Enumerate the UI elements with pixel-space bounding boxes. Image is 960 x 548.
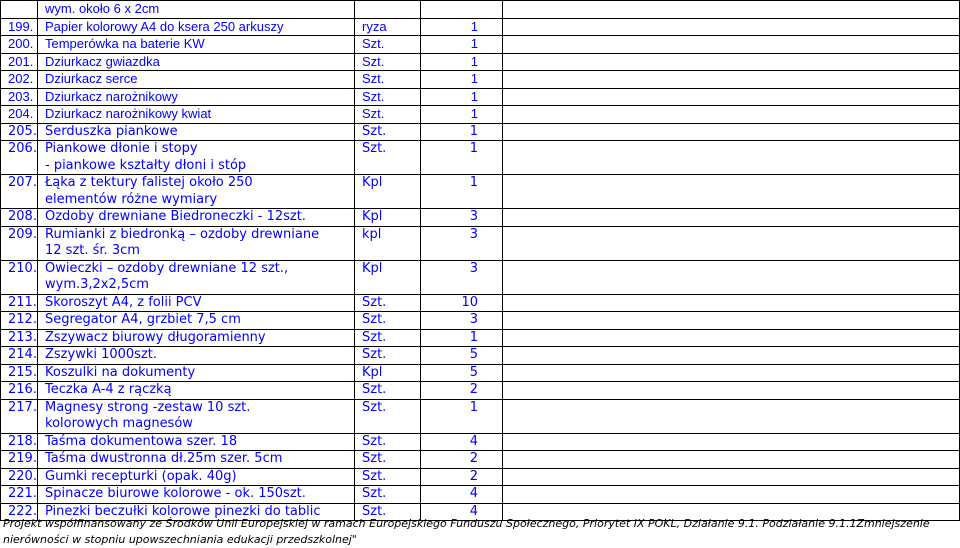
item-notes: [503, 260, 960, 294]
item-number: 200.: [1, 36, 38, 54]
footer-line-1: Projekt współfinansowany ze Środków Unii Europejskiej w ramach Europejskiego Funduszu Społecznego, Priorytet IX POKL, Działanie 9.1. Podziałanie 9.1.1Zmniejszenie: [3, 517, 930, 530]
item-description: [38, 1, 355, 19]
item-notes: [503, 451, 960, 469]
item-description: [38, 260, 355, 294]
item-quantity: 4: [421, 486, 503, 504]
item-quantity: 1: [421, 141, 503, 175]
table-row: [1, 18, 960, 36]
table-row: [1, 71, 960, 89]
item-number: [1, 1, 38, 19]
item-number: 204.: [1, 106, 38, 124]
item-description: [38, 71, 355, 89]
item-quantity: 3: [421, 226, 503, 260]
table-row: [1, 382, 960, 400]
item-number: 216.: [1, 382, 38, 400]
item-number: 202.: [1, 71, 38, 89]
item-number: 221.: [1, 486, 38, 504]
item-description-line: wym.3,2x2,5cm: [45, 277, 149, 292]
item-description: [38, 88, 355, 106]
item-notes: [503, 329, 960, 347]
item-number: 215.: [1, 364, 38, 382]
item-description: [38, 468, 355, 486]
item-description-line: Dziurkacz gwiazdka: [45, 53, 160, 69]
item-notes: [503, 486, 960, 504]
item-number: 203.: [1, 88, 38, 106]
item-description-line: Taśma dwustronna dł.25m szer. 5cm: [45, 451, 283, 466]
item-number: 209.: [1, 226, 38, 260]
item-description-line: Ozdoby drewniane Biedroneczki - 12szt.: [45, 209, 306, 224]
table-row: [1, 141, 960, 175]
item-description: [38, 123, 355, 141]
item-description: [38, 382, 355, 400]
item-quantity: [421, 1, 503, 19]
item-notes: [503, 175, 960, 209]
item-number: 210.: [1, 260, 38, 294]
table-row: [1, 347, 960, 365]
item-unit: Szt.: [355, 88, 421, 106]
item-quantity: 1: [421, 175, 503, 209]
table-row: [1, 294, 960, 312]
item-unit: Kpl: [355, 175, 421, 209]
item-description-line: Serduszka piankowe: [45, 123, 178, 139]
table-row: [1, 312, 960, 330]
item-description: [38, 486, 355, 504]
item-description-line: Zszywacz biurowy długoramienny: [45, 329, 266, 345]
table-row: [1, 1, 960, 19]
item-unit: Szt.: [355, 312, 421, 330]
table-row: [1, 88, 960, 106]
item-notes: [503, 88, 960, 106]
item-description: [38, 433, 355, 451]
item-description-line: Pinezki beczułki kolorowe pinezki do tablic: [45, 503, 321, 519]
item-notes: [503, 364, 960, 382]
table-row: [1, 175, 960, 209]
item-unit: Szt.: [355, 53, 421, 71]
item-quantity: 1: [421, 123, 503, 141]
item-quantity: 1: [421, 18, 503, 36]
item-unit: Szt.: [355, 451, 421, 469]
item-quantity: 1: [421, 71, 503, 89]
item-number: 201.: [1, 53, 38, 71]
item-number: 205.: [1, 123, 38, 141]
item-description-line: Spinacze biurowe kolorowe - ok. 150szt.: [45, 486, 306, 501]
item-description-line: Dziurkacz narożnikowy: [45, 88, 178, 104]
item-number: 220.: [1, 468, 38, 486]
item-notes: [503, 106, 960, 124]
item-description-line: Piankowe dłonie i stopy: [45, 141, 198, 156]
item-description-line: Teczka A-4 z rączką: [45, 382, 172, 397]
item-number: 206.: [1, 141, 38, 175]
item-unit: Szt.: [355, 141, 421, 175]
order-items-body: [1, 1, 960, 521]
item-unit: Szt.: [355, 36, 421, 54]
item-description: [38, 347, 355, 365]
item-description-line: elementów różne wymiary: [45, 191, 218, 207]
item-unit: Szt.: [355, 329, 421, 347]
item-description-line: Rumianki z biedronką – ozdoby drewniane: [45, 226, 320, 242]
item-quantity: 1: [421, 329, 503, 347]
table-row: [1, 209, 960, 227]
item-notes: [503, 382, 960, 400]
item-unit: Szt.: [355, 486, 421, 504]
item-description: [38, 175, 355, 209]
table-row: [1, 433, 960, 451]
item-quantity: 2: [421, 451, 503, 469]
item-description-line: Taśma dokumentowa szer. 18: [45, 433, 238, 449]
item-unit: Szt.: [355, 347, 421, 365]
item-quantity: 3: [421, 209, 503, 227]
table-row: [1, 329, 960, 347]
table-row: [1, 226, 960, 260]
item-quantity: 5: [421, 364, 503, 382]
item-quantity: 1: [421, 88, 503, 106]
item-description: [38, 106, 355, 124]
table-row: [1, 36, 960, 54]
item-description-line: Dziurkacz serce: [45, 71, 138, 86]
item-number: 208.: [1, 209, 38, 227]
table-row: [1, 53, 960, 71]
item-notes: [503, 468, 960, 486]
item-quantity: 3: [421, 260, 503, 294]
item-notes: [503, 123, 960, 141]
item-description-line: Zszywki 1000szt.: [45, 347, 158, 362]
item-unit: Szt.: [355, 71, 421, 89]
item-number: 219.: [1, 451, 38, 469]
item-unit: Kpl: [355, 260, 421, 294]
item-notes: [503, 433, 960, 451]
item-unit: Kpl: [355, 364, 421, 382]
item-quantity: 2: [421, 468, 503, 486]
item-notes: [503, 399, 960, 433]
item-number: 211.: [1, 294, 38, 312]
item-unit: [355, 1, 421, 19]
item-notes: [503, 71, 960, 89]
item-notes: [503, 347, 960, 365]
item-description-line: Magnesy strong -zestaw 10 szt.: [45, 399, 251, 415]
item-number: 222.: [1, 503, 38, 521]
item-number: 218.: [1, 433, 38, 451]
item-description: [38, 294, 355, 312]
item-number: 213.: [1, 329, 38, 347]
item-quantity: 1: [421, 36, 503, 54]
item-number: 207.: [1, 175, 38, 209]
item-notes: [503, 312, 960, 330]
item-notes: [503, 53, 960, 71]
item-unit: Kpl: [355, 209, 421, 227]
item-unit: Szt.: [355, 468, 421, 486]
item-quantity: 1: [421, 53, 503, 71]
item-description: [38, 329, 355, 347]
item-quantity: 4: [421, 503, 503, 521]
item-unit: kpl: [355, 226, 421, 260]
table-row: [1, 468, 960, 486]
item-unit: Szt.: [355, 106, 421, 124]
item-description: [38, 36, 355, 54]
item-notes: [503, 226, 960, 260]
item-description-line: Papier kolorowy A4 do ksera 250 arkuszy: [45, 18, 284, 34]
item-description-line: - piankowe kształty dłoni i stóp: [45, 157, 247, 173]
table-row: [1, 106, 960, 124]
item-unit: Szt.: [355, 382, 421, 400]
item-description-line: Temperówka na baterie KW: [45, 36, 205, 51]
item-description-line: kolorowych magnesów: [45, 416, 193, 431]
item-number: 214.: [1, 347, 38, 365]
footer-line-2: nierówności w stopniu upowszechniania edukacji przedszkolnej": [3, 533, 357, 546]
item-notes: [503, 36, 960, 54]
item-quantity: 1: [421, 106, 503, 124]
item-description: [38, 312, 355, 330]
item-unit: Szt.: [355, 433, 421, 451]
item-unit: Szt.: [355, 503, 421, 521]
item-unit: Szt.: [355, 399, 421, 433]
item-notes: [503, 209, 960, 227]
item-description: [38, 226, 355, 260]
item-description: [38, 18, 355, 36]
table-row: [1, 399, 960, 433]
item-quantity: 1: [421, 399, 503, 433]
item-description: [38, 451, 355, 469]
table-row: [1, 123, 960, 141]
item-description: [38, 53, 355, 71]
item-description-line: Gumki recepturki (opak. 40g): [45, 468, 237, 484]
item-number: 199.: [1, 18, 38, 36]
item-description-line: Owieczki – ozdoby drewniane 12 szt.,: [45, 260, 289, 276]
item-quantity: 3: [421, 312, 503, 330]
item-quantity: 5: [421, 347, 503, 365]
item-number: 212.: [1, 312, 38, 330]
item-description: [38, 364, 355, 382]
item-unit: Szt.: [355, 123, 421, 141]
item-quantity: 10: [421, 294, 503, 312]
item-description-line: Łąka z tektury falistej około 250: [45, 175, 253, 190]
item-description: [38, 209, 355, 227]
item-description: [38, 399, 355, 433]
item-unit: Szt.: [355, 294, 421, 312]
table-row: [1, 451, 960, 469]
item-description-line: 12 szt. śr. 3cm: [45, 243, 140, 258]
item-description-line: Skoroszyt A4, z folii PCV: [45, 294, 202, 310]
item-description-line: Segregator A4, grzbiet 7,5 cm: [45, 312, 241, 327]
item-quantity: 2: [421, 382, 503, 400]
item-quantity: 4: [421, 433, 503, 451]
item-notes: [503, 1, 960, 19]
item-description-line: Dziurkacz narożnikowy kwiat: [45, 106, 212, 121]
item-unit: ryza: [355, 18, 421, 36]
table-row: [1, 486, 960, 504]
item-notes: [503, 294, 960, 312]
item-number: 217.: [1, 399, 38, 433]
item-description-line: Koszulki na dokumenty: [45, 364, 196, 380]
table-row: [1, 364, 960, 382]
item-description-line: wym. około 6 x 2cm: [45, 1, 160, 16]
project-footer: [3, 516, 958, 548]
item-description: [38, 141, 355, 175]
item-notes: [503, 18, 960, 36]
item-notes: [503, 141, 960, 175]
table-row: [1, 260, 960, 294]
